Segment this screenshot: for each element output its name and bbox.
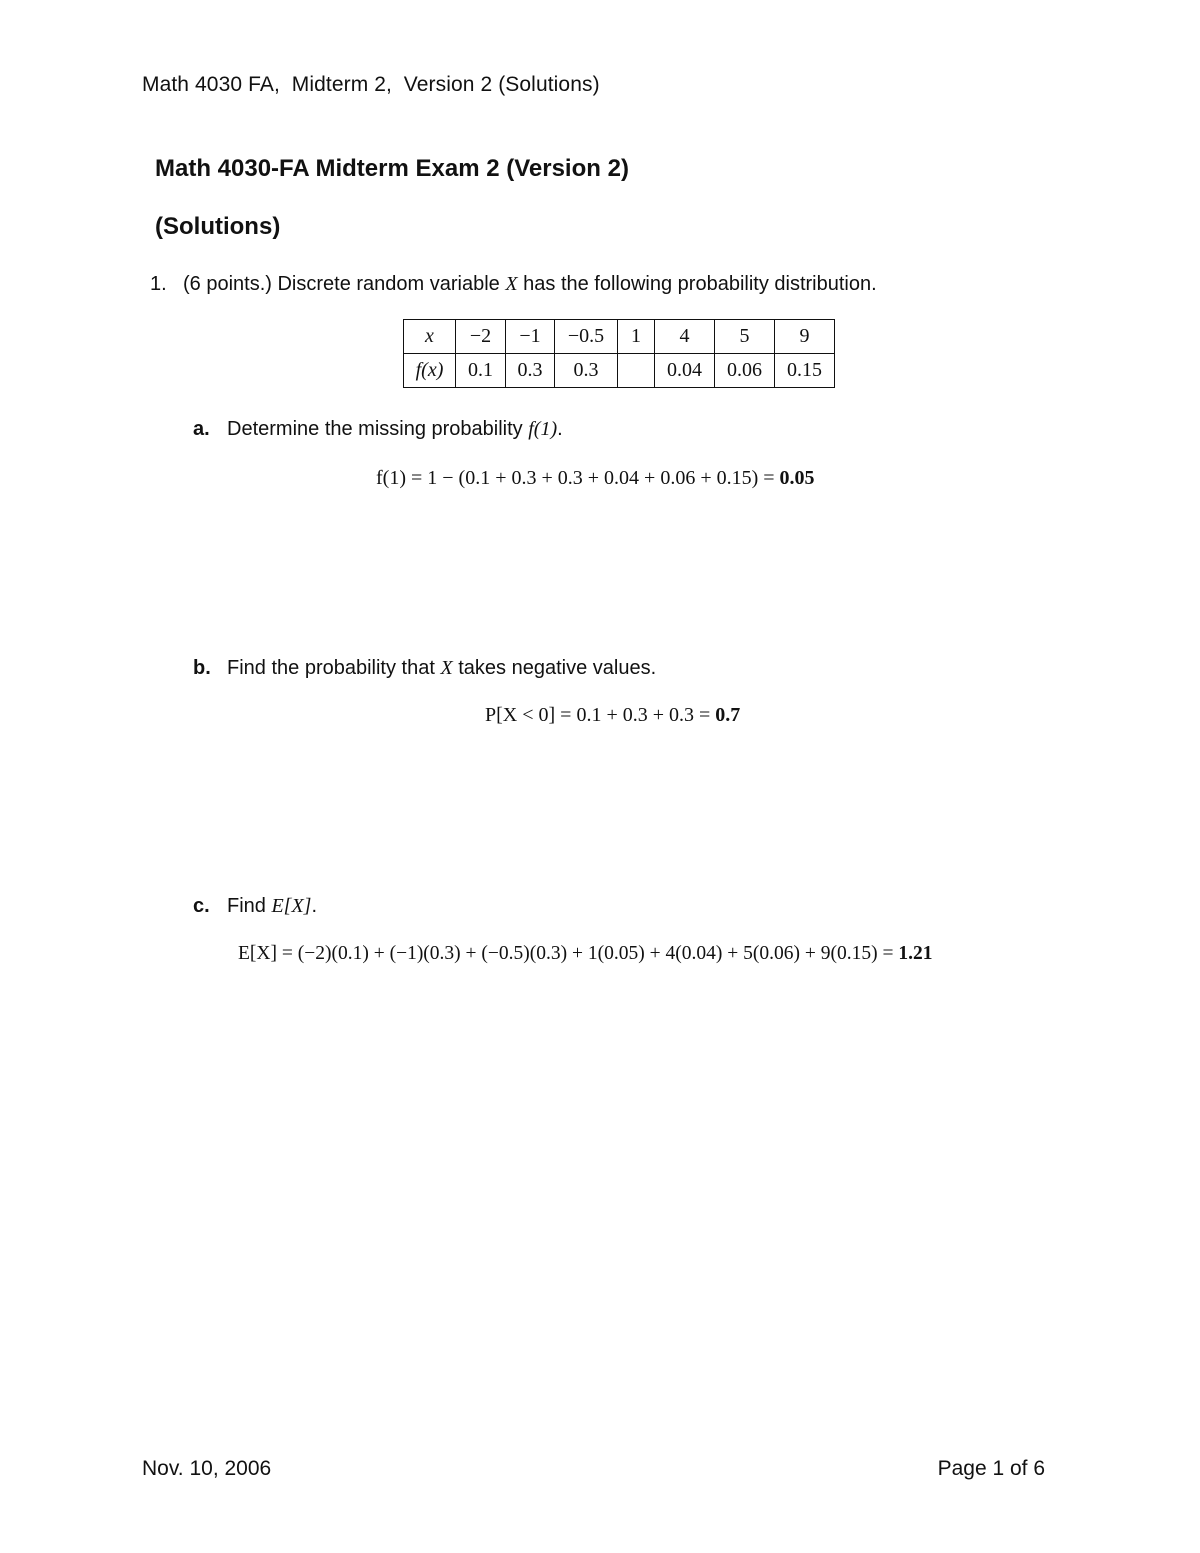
- part-prompt-math: E[X]: [271, 895, 312, 917]
- table-cell: 0.04: [655, 354, 715, 388]
- part-a-answer: [376, 467, 815, 490]
- footer-page-number: Page 1 of 6: [937, 1457, 1045, 1480]
- part-letter: c.: [193, 895, 210, 917]
- part-letter: a.: [193, 418, 210, 440]
- probability-distribution-table: [403, 319, 835, 388]
- table-cell: 1: [618, 320, 655, 354]
- question-variable: X: [505, 273, 518, 295]
- part-prompt-math: f(1): [528, 418, 558, 440]
- part-letter: b.: [193, 657, 211, 679]
- table-cell: 0.15: [775, 354, 835, 388]
- part-prompt-math: X: [440, 657, 453, 679]
- table-cell: 4: [655, 320, 715, 354]
- question-text-after: has the following probability distribution.: [517, 273, 877, 295]
- table-cell: 0.3: [555, 354, 618, 388]
- table-row-label: f(x): [404, 354, 456, 388]
- running-header: Math 4030 FA, Midterm 2, Version 2 (Solutions): [142, 73, 600, 96]
- part-prompt-after: .: [557, 418, 563, 440]
- answer-result: 0.7: [715, 704, 741, 726]
- table-cell: 0.06: [715, 354, 775, 388]
- part-prompt-before: Find: [227, 895, 272, 917]
- table-cell: −2: [456, 320, 506, 354]
- answer-expression: f(1) = 1 − (0.1 + 0.3 + 0.3 + 0.04 + 0.06 + 0.15) =: [376, 467, 780, 489]
- part-prompt-after: takes negative values.: [452, 657, 657, 679]
- table-row-x: [404, 320, 835, 354]
- table-cell: 5: [715, 320, 775, 354]
- table-cell-empty: [618, 354, 655, 388]
- part-a-prompt: [193, 418, 563, 441]
- answer-result: 1.21: [898, 943, 933, 964]
- part-prompt-before: Determine the missing probability: [227, 418, 529, 440]
- part-prompt-after: .: [311, 895, 318, 917]
- table-cell: −0.5: [555, 320, 618, 354]
- page-title: Math 4030-FA Midterm Exam 2 (Version 2): [155, 155, 629, 182]
- part-c-answer: [238, 943, 932, 965]
- table-cell: 9: [775, 320, 835, 354]
- part-b-answer: [485, 704, 740, 727]
- part-b-prompt: [193, 657, 656, 680]
- footer-date: Nov. 10, 2006: [142, 1457, 272, 1480]
- page-subtitle: (Solutions): [155, 213, 281, 240]
- table-row-fx: [404, 354, 835, 388]
- table-cell: 0.1: [456, 354, 506, 388]
- table-cell: 0.3: [506, 354, 555, 388]
- answer-expression: E[X] = (−2)(0.1) + (−1)(0.3) + (−0.5)(0.3) + 1(0.05) + 4(0.04) + 5(0.06) + 9(0.15) =: [238, 943, 899, 964]
- question-1: [150, 273, 877, 296]
- table-cell: −1: [506, 320, 555, 354]
- answer-result: 0.05: [779, 467, 815, 489]
- part-c-prompt: [193, 895, 317, 918]
- question-number: 1.: [150, 273, 167, 295]
- part-prompt-before: Find the probability that: [227, 657, 441, 679]
- question-text-before: (6 points.) Discrete random variable: [183, 273, 506, 295]
- table-row-label: x: [404, 320, 456, 354]
- answer-expression: P[X < 0] = 0.1 + 0.3 + 0.3 =: [485, 704, 716, 726]
